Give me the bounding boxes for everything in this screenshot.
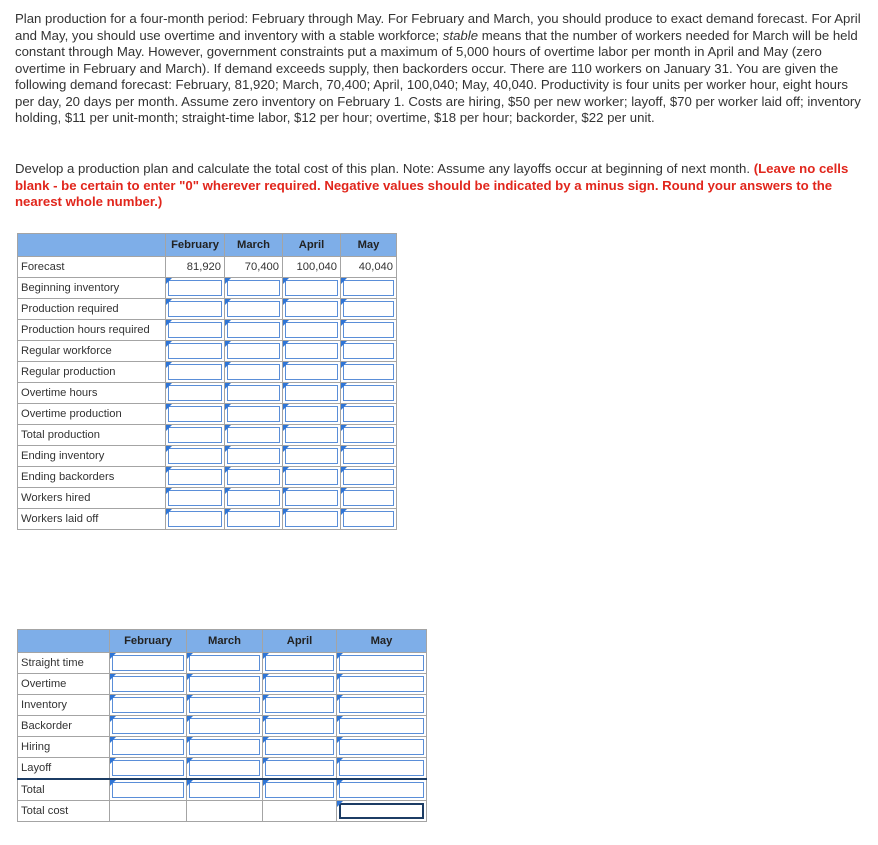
regular-workforce-may-input-box[interactable]	[343, 343, 394, 359]
input-marker-icon	[166, 446, 172, 452]
input-marker-icon	[166, 320, 172, 326]
input-marker-icon	[263, 674, 269, 680]
straight-time-cost-february-input[interactable]	[110, 653, 187, 674]
workers-hired-march-input[interactable]	[225, 488, 283, 509]
beginning-inventory-may-input[interactable]	[341, 278, 397, 299]
total-production-april-input[interactable]	[283, 425, 341, 446]
plan-row-beginning-inventory	[18, 278, 397, 299]
production-hours-required-march-input[interactable]	[225, 320, 283, 341]
straight-time-cost-february-input-box[interactable]	[112, 655, 184, 671]
input-marker-icon	[166, 425, 172, 431]
regular-production-february-input[interactable]	[166, 362, 225, 383]
overtime-production-may-input-box[interactable]	[343, 406, 394, 422]
overtime-production-march-input-box[interactable]	[227, 406, 280, 422]
beginning-inventory-march-input[interactable]	[225, 278, 283, 299]
forecast-value: 40,040	[341, 257, 397, 278]
input-marker-icon	[341, 446, 347, 452]
straight-time-cost-may-input[interactable]	[337, 653, 427, 674]
task-instructions: Develop a production plan and calculate the total cost of this plan. Note: Assume any layoffs occur at beginning of next month. (Leave no cells blank - be certain to enter "0" wherever required. Negative values should be indicated by a minus sign. Round your answers to the nearest whole number.)	[15, 161, 849, 209]
overtime-cost-february-input-box[interactable]	[112, 676, 184, 692]
plan-col-april: April	[283, 234, 341, 257]
layoff-cost-april-input[interactable]	[263, 758, 337, 780]
production-hours-required-april-input[interactable]	[283, 320, 341, 341]
plan-row-workers-laid-off	[18, 509, 397, 530]
workers-laid-off-may-input[interactable]	[341, 509, 397, 530]
overtime-cost-april-input-box[interactable]	[265, 676, 334, 692]
input-marker-icon	[166, 362, 172, 368]
production-plan-table	[17, 233, 397, 530]
row-label: Layoff	[18, 758, 110, 780]
note-red: (Leave no cells blank - be certain to enter "0" wherever required. Negative values should be indicated by a minus sign. Round your answers to the nearest whole number.)	[15, 161, 849, 209]
straight-time-cost-april-input-box[interactable]	[265, 655, 334, 671]
total-production-march-input[interactable]	[225, 425, 283, 446]
layoff-cost-may-input-box[interactable]	[339, 760, 424, 776]
backorder-cost-may-input[interactable]	[337, 716, 427, 737]
input-marker-icon	[341, 278, 347, 284]
cost-header-row	[18, 630, 427, 653]
layoff-cost-march-input-box[interactable]	[189, 760, 260, 776]
input-marker-icon	[187, 716, 193, 722]
cost-row-backorder	[18, 716, 427, 737]
input-marker-icon	[110, 737, 116, 743]
total-cost-march-input[interactable]	[187, 779, 263, 801]
workers-laid-off-april-input[interactable]	[283, 509, 341, 530]
input-marker-icon	[263, 737, 269, 743]
input-marker-icon	[225, 320, 231, 326]
backorder-cost-march-input[interactable]	[187, 716, 263, 737]
ending-inventory-february-input[interactable]	[166, 446, 225, 467]
ending-backorders-march-input-box[interactable]	[227, 469, 280, 485]
beginning-inventory-february-input[interactable]	[166, 278, 225, 299]
regular-workforce-april-input[interactable]	[283, 341, 341, 362]
row-label: Total	[18, 779, 110, 801]
row-label: Hiring	[18, 737, 110, 758]
input-marker-icon	[341, 383, 347, 389]
cost-row-layoff	[18, 758, 427, 780]
ending-backorders-april-input[interactable]	[283, 467, 341, 488]
total-production-may-input[interactable]	[341, 425, 397, 446]
plan-row-ending-backorders	[18, 467, 397, 488]
overtime-cost-march-input-box[interactable]	[189, 676, 260, 692]
production-hours-required-april-input-box[interactable]	[285, 322, 338, 338]
overtime-production-april-input-box[interactable]	[285, 406, 338, 422]
plan-row-overtime-hours	[18, 383, 397, 404]
production-hours-required-may-input-box[interactable]	[343, 322, 394, 338]
input-marker-icon	[110, 780, 116, 786]
problem-statement: Plan production for a four-month period: February through May. For February and March, you should produce to exact demand forecast. For April and May, you should use overtime and inventory with a stable workforce; stable means that the number of workers needed for March will be held constant through May. However, government constraints put a maximum of 5,000 hours of overtime labor per month in April and May (zero overtime in February and March). If demand exceeds supply, then backorders occur. There are 110 workers on January 31. You are given the following demand forecast: February, 81,920; March, 70,400; April, 100,040; May, 40,040. Productivity is four units per worker hour, eight hours per day, 20 days per month. Assume zero inventory on February 1. Costs are hiring, $50 per new worker; layoff, $70 per worker laid off; inventory holding, $11 per unit-month; straight-time labor, $12 per hour; overtime, $18 per hour; backorder, $22 per unit.	[15, 11, 861, 125]
input-marker-icon	[263, 716, 269, 722]
input-marker-icon	[110, 695, 116, 701]
total-production-february-input-box[interactable]	[168, 427, 222, 443]
hiring-cost-march-input[interactable]	[187, 737, 263, 758]
cost-corner	[18, 630, 110, 653]
workers-laid-off-march-input[interactable]	[225, 509, 283, 530]
hiring-cost-april-input[interactable]	[263, 737, 337, 758]
workers-hired-march-input-box[interactable]	[227, 490, 280, 506]
hiring-cost-may-input-box[interactable]	[339, 739, 424, 755]
row-label: Workers hired	[18, 488, 166, 509]
ending-backorders-april-input-box[interactable]	[285, 469, 338, 485]
input-marker-icon	[341, 509, 347, 515]
plan-row-workers-hired	[18, 488, 397, 509]
input-marker-icon	[225, 425, 231, 431]
row-label: Production hours required	[18, 320, 166, 341]
total-production-april-input-box[interactable]	[285, 427, 338, 443]
beginning-inventory-april-input-box[interactable]	[285, 280, 338, 296]
layoff-cost-may-input[interactable]	[337, 758, 427, 780]
regular-workforce-march-input-box[interactable]	[227, 343, 280, 359]
cost-row-hiring	[18, 737, 427, 758]
row-label: Total cost	[18, 801, 110, 822]
input-marker-icon	[225, 341, 231, 347]
cost-row-overtime	[18, 674, 427, 695]
workers-hired-february-input-box[interactable]	[168, 490, 222, 506]
input-marker-icon	[283, 341, 289, 347]
plan-row-ending-inventory	[18, 446, 397, 467]
total-production-february-input[interactable]	[166, 425, 225, 446]
input-marker-icon	[337, 674, 343, 680]
overtime-cost-april-input[interactable]	[263, 674, 337, 695]
overtime-production-april-input[interactable]	[283, 404, 341, 425]
cost-row-total	[18, 779, 427, 801]
row-label: Inventory	[18, 695, 110, 716]
row-label: Straight time	[18, 653, 110, 674]
input-marker-icon	[187, 758, 193, 764]
regular-workforce-february-input-box[interactable]	[168, 343, 222, 359]
straight-time-cost-april-input[interactable]	[263, 653, 337, 674]
overtime-hours-march-input-box[interactable]	[227, 385, 280, 401]
regular-production-april-input[interactable]	[283, 362, 341, 383]
plan-header-row	[18, 234, 397, 257]
input-marker-icon	[337, 737, 343, 743]
empty-cell	[263, 801, 337, 822]
backorder-cost-april-input[interactable]	[263, 716, 337, 737]
row-label: Overtime hours	[18, 383, 166, 404]
row-label: Ending inventory	[18, 446, 166, 467]
overtime-hours-may-input-box[interactable]	[343, 385, 394, 401]
ending-backorders-may-input[interactable]	[341, 467, 397, 488]
input-marker-icon	[225, 362, 231, 368]
overtime-production-may-input[interactable]	[341, 404, 397, 425]
workers-hired-april-input-box[interactable]	[285, 490, 338, 506]
input-marker-icon	[225, 488, 231, 494]
layoff-cost-february-input[interactable]	[110, 758, 187, 780]
workers-laid-off-february-input-box[interactable]	[168, 511, 222, 527]
ending-inventory-may-input-box[interactable]	[343, 448, 394, 464]
input-marker-icon	[166, 509, 172, 515]
row-label: Overtime	[18, 674, 110, 695]
total-cost-february-input[interactable]	[110, 779, 187, 801]
row-label: Ending backorders	[18, 467, 166, 488]
row-label: Total production	[18, 425, 166, 446]
input-marker-icon	[110, 653, 116, 659]
overtime-hours-march-input[interactable]	[225, 383, 283, 404]
total-production-march-input-box[interactable]	[227, 427, 280, 443]
plan-corner	[18, 234, 166, 257]
inventory-cost-april-input-box[interactable]	[265, 697, 334, 713]
regular-workforce-april-input-box[interactable]	[285, 343, 338, 359]
row-label: Regular workforce	[18, 341, 166, 362]
backorder-cost-february-input[interactable]	[110, 716, 187, 737]
input-marker-icon	[225, 278, 231, 284]
input-marker-icon	[225, 404, 231, 410]
production-hours-required-february-input[interactable]	[166, 320, 225, 341]
regular-production-march-input-box[interactable]	[227, 364, 280, 380]
ending-inventory-march-input-box[interactable]	[227, 448, 280, 464]
production-required-march-input-box[interactable]	[227, 301, 280, 317]
beginning-inventory-february-input-box[interactable]	[168, 280, 222, 296]
ending-inventory-february-input-box[interactable]	[168, 448, 222, 464]
input-marker-icon	[341, 362, 347, 368]
input-marker-icon	[166, 404, 172, 410]
input-marker-icon	[110, 674, 116, 680]
straight-time-cost-march-input[interactable]	[187, 653, 263, 674]
overtime-cost-may-input-box[interactable]	[339, 676, 424, 692]
forecast-value: 100,040	[283, 257, 341, 278]
cost-table	[17, 629, 427, 822]
input-marker-icon	[283, 278, 289, 284]
total-cost-april-input[interactable]	[263, 779, 337, 801]
total-cost-input[interactable]	[337, 801, 427, 822]
input-marker-icon	[283, 404, 289, 410]
input-marker-icon	[225, 446, 231, 452]
total-cost-february-input-box[interactable]	[112, 782, 184, 798]
backorder-cost-april-input-box[interactable]	[265, 718, 334, 734]
row-label: Regular production	[18, 362, 166, 383]
input-marker-icon	[187, 695, 193, 701]
production-hours-required-may-input[interactable]	[341, 320, 397, 341]
input-marker-icon	[187, 780, 193, 786]
plan-row-regular-production	[18, 362, 397, 383]
inventory-cost-march-input[interactable]	[187, 695, 263, 716]
overtime-hours-may-input[interactable]	[341, 383, 397, 404]
plan-col-may: May	[341, 234, 397, 257]
input-marker-icon	[337, 716, 343, 722]
production-required-april-input-box[interactable]	[285, 301, 338, 317]
row-label: Beginning inventory	[18, 278, 166, 299]
inventory-cost-march-input-box[interactable]	[189, 697, 260, 713]
total-cost-march-input-box[interactable]	[189, 782, 260, 798]
production-required-march-input[interactable]	[225, 299, 283, 320]
input-marker-icon	[341, 404, 347, 410]
regular-workforce-may-input[interactable]	[341, 341, 397, 362]
cost-col-may: May	[337, 630, 427, 653]
row-label: Production required	[18, 299, 166, 320]
backorder-cost-february-input-box[interactable]	[112, 718, 184, 734]
input-marker-icon	[283, 446, 289, 452]
total-cost-april-input-box[interactable]	[265, 782, 334, 798]
production-hours-required-february-input-box[interactable]	[168, 322, 222, 338]
input-marker-icon	[166, 278, 172, 284]
backorder-cost-may-input-box[interactable]	[339, 718, 424, 734]
cost-col-april: April	[263, 630, 337, 653]
input-marker-icon	[341, 488, 347, 494]
input-marker-icon	[337, 801, 343, 807]
input-marker-icon	[263, 758, 269, 764]
hiring-cost-may-input[interactable]	[337, 737, 427, 758]
input-marker-icon	[263, 653, 269, 659]
ending-inventory-may-input[interactable]	[341, 446, 397, 467]
plan-row-total-production	[18, 425, 397, 446]
regular-production-april-input-box[interactable]	[285, 364, 338, 380]
beginning-inventory-may-input-box[interactable]	[343, 280, 394, 296]
forecast-row	[18, 257, 397, 278]
plan-row-overtime-production	[18, 404, 397, 425]
beginning-inventory-march-input-box[interactable]	[227, 280, 280, 296]
ending-inventory-march-input[interactable]	[225, 446, 283, 467]
input-marker-icon	[341, 320, 347, 326]
input-marker-icon	[110, 758, 116, 764]
input-marker-icon	[283, 467, 289, 473]
row-label: Forecast	[18, 257, 166, 278]
total-cost-may-input-box[interactable]	[339, 782, 424, 798]
regular-workforce-march-input[interactable]	[225, 341, 283, 362]
production-required-may-input[interactable]	[341, 299, 397, 320]
row-label: Overtime production	[18, 404, 166, 425]
layoff-cost-april-input-box[interactable]	[265, 760, 334, 776]
regular-production-february-input-box[interactable]	[168, 364, 222, 380]
input-marker-icon	[341, 299, 347, 305]
total-production-may-input-box[interactable]	[343, 427, 394, 443]
input-marker-icon	[283, 362, 289, 368]
ending-backorders-may-input-box[interactable]	[343, 469, 394, 485]
input-marker-icon	[337, 758, 343, 764]
cost-col-march: March	[187, 630, 263, 653]
input-marker-icon	[341, 341, 347, 347]
regular-production-may-input-box[interactable]	[343, 364, 394, 380]
row-label: Backorder	[18, 716, 110, 737]
input-marker-icon	[166, 299, 172, 305]
empty-cell	[110, 801, 187, 822]
inventory-cost-april-input[interactable]	[263, 695, 337, 716]
production-hours-required-march-input-box[interactable]	[227, 322, 280, 338]
inventory-cost-february-input-box[interactable]	[112, 697, 184, 713]
workers-hired-april-input[interactable]	[283, 488, 341, 509]
ending-inventory-april-input[interactable]	[283, 446, 341, 467]
input-marker-icon	[337, 780, 343, 786]
overtime-cost-may-input[interactable]	[337, 674, 427, 695]
layoff-cost-february-input-box[interactable]	[112, 760, 184, 776]
overtime-hours-february-input-box[interactable]	[168, 385, 222, 401]
overtime-production-february-input[interactable]	[166, 404, 225, 425]
workers-laid-off-may-input-box[interactable]	[343, 511, 394, 527]
input-marker-icon	[341, 425, 347, 431]
production-required-february-input-box[interactable]	[168, 301, 222, 317]
overtime-hours-february-input[interactable]	[166, 383, 225, 404]
regular-workforce-february-input[interactable]	[166, 341, 225, 362]
cost-row-straight-time	[18, 653, 427, 674]
input-marker-icon	[283, 299, 289, 305]
hiring-cost-march-input-box[interactable]	[189, 739, 260, 755]
input-marker-icon	[166, 383, 172, 389]
production-required-may-input-box[interactable]	[343, 301, 394, 317]
overtime-hours-april-input-box[interactable]	[285, 385, 338, 401]
straight-time-cost-may-input-box[interactable]	[339, 655, 424, 671]
overtime-production-march-input[interactable]	[225, 404, 283, 425]
input-marker-icon	[187, 737, 193, 743]
cost-col-february: February	[110, 630, 187, 653]
total-cost-input-box[interactable]	[339, 803, 424, 819]
input-marker-icon	[166, 488, 172, 494]
input-marker-icon	[263, 695, 269, 701]
workers-laid-off-april-input-box[interactable]	[285, 511, 338, 527]
regular-production-may-input[interactable]	[341, 362, 397, 383]
input-marker-icon	[166, 341, 172, 347]
input-marker-icon	[263, 780, 269, 786]
backorder-cost-march-input-box[interactable]	[189, 718, 260, 734]
plan-col-march: March	[225, 234, 283, 257]
cost-row-total-cost	[18, 801, 427, 822]
input-marker-icon	[337, 653, 343, 659]
hiring-cost-april-input-box[interactable]	[265, 739, 334, 755]
overtime-production-february-input-box[interactable]	[168, 406, 222, 422]
input-marker-icon	[187, 674, 193, 680]
production-required-february-input[interactable]	[166, 299, 225, 320]
plan-row-production-required	[18, 299, 397, 320]
production-required-april-input[interactable]	[283, 299, 341, 320]
ending-backorders-february-input-box[interactable]	[168, 469, 222, 485]
input-marker-icon	[225, 383, 231, 389]
regular-production-march-input[interactable]	[225, 362, 283, 383]
empty-cell	[187, 801, 263, 822]
plan-row-production-hours-required	[18, 320, 397, 341]
workers-laid-off-march-input-box[interactable]	[227, 511, 280, 527]
input-marker-icon	[166, 467, 172, 473]
straight-time-cost-march-input-box[interactable]	[189, 655, 260, 671]
overtime-cost-february-input[interactable]	[110, 674, 187, 695]
input-marker-icon	[225, 299, 231, 305]
cost-row-inventory	[18, 695, 427, 716]
input-marker-icon	[283, 425, 289, 431]
input-marker-icon	[225, 509, 231, 515]
workers-hired-may-input[interactable]	[341, 488, 397, 509]
ending-backorders-february-input[interactable]	[166, 467, 225, 488]
hiring-cost-february-input-box[interactable]	[112, 739, 184, 755]
workers-hired-february-input[interactable]	[166, 488, 225, 509]
layoff-cost-march-input[interactable]	[187, 758, 263, 780]
forecast-value: 70,400	[225, 257, 283, 278]
input-marker-icon	[283, 320, 289, 326]
beginning-inventory-april-input[interactable]	[283, 278, 341, 299]
plan-row-regular-workforce	[18, 341, 397, 362]
inventory-cost-may-input[interactable]	[337, 695, 427, 716]
input-marker-icon	[283, 488, 289, 494]
overtime-hours-april-input[interactable]	[283, 383, 341, 404]
input-marker-icon	[110, 716, 116, 722]
input-marker-icon	[337, 695, 343, 701]
inventory-cost-february-input[interactable]	[110, 695, 187, 716]
input-marker-icon	[187, 653, 193, 659]
workers-laid-off-february-input[interactable]	[166, 509, 225, 530]
input-marker-icon	[283, 383, 289, 389]
total-cost-may-input[interactable]	[337, 779, 427, 801]
inventory-cost-may-input-box[interactable]	[339, 697, 424, 713]
forecast-value: 81,920	[166, 257, 225, 278]
plan-col-february: February	[166, 234, 225, 257]
ending-backorders-march-input[interactable]	[225, 467, 283, 488]
input-marker-icon	[341, 467, 347, 473]
input-marker-icon	[283, 509, 289, 515]
input-marker-icon	[225, 467, 231, 473]
workers-hired-may-input-box[interactable]	[343, 490, 394, 506]
hiring-cost-february-input[interactable]	[110, 737, 187, 758]
row-label: Workers laid off	[18, 509, 166, 530]
overtime-cost-march-input[interactable]	[187, 674, 263, 695]
ending-inventory-april-input-box[interactable]	[285, 448, 338, 464]
